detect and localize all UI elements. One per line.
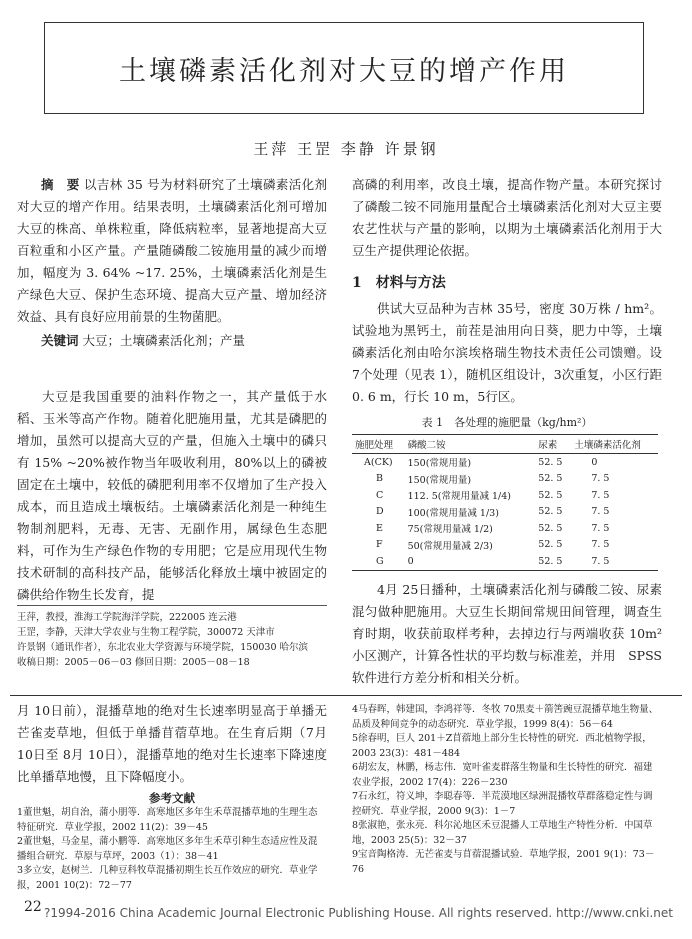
table-cell: 75(常规用量减 1/2) [407, 524, 493, 536]
table-cell: 52. 5 [535, 553, 571, 570]
keywords [17, 330, 327, 352]
lower-right-references [352, 703, 662, 877]
reference-item: 1董世魁，胡自治，蒲小朋等．高寒地区多年生禾草混播草地的生理生态特征研究．草业学报，2002 11(2)：39－45 [17, 807, 318, 833]
intro-left-text: 大豆是我国重要的油料作物之一，其产量低于水稻、玉米等高产作物。随着化肥施用量，尤其是磷肥的增加，虽然可以提高大豆的产量，但施入土壤中的磷只有 15% ~20%被作物当年吸收利用，80%以上的磷被固定在土壤中，较低的磷肥利用率不仅增加了生产投入成本，而且造成土壤板结。土壤磷素活化剂是一种纯生物制剂肥料，无毒、无害、无副作用，属绿色生态肥料，可作为生产绿色作物的专用肥；它是应用现代生物技术研制的高科技产品，能够活化释放土壤中被固定的磷供给作物生长发育，提 [17, 389, 327, 602]
table-row [352, 487, 658, 504]
table-cell: C [376, 489, 384, 501]
table-cell: 52. 5 [538, 522, 563, 534]
page-number: 22 [24, 899, 42, 915]
abstract-block [17, 174, 327, 352]
table-cell: E [376, 522, 383, 534]
table-cell: 7. 5 [571, 553, 658, 570]
intro-right-text: 高磷的利用率，改良土壤，提高作物产量。本研究探讨了磷酸二铵不同施用量配合土壤磷素活化剂对大豆主要农艺性状与产量的影响，以期为土壤磷素活化剂用于大豆生产提供理论依据。 [352, 177, 662, 258]
right-column [352, 174, 662, 689]
footnote-1: 王萍，教授，淮海工学院海洋学院，222005 连云港 [17, 612, 237, 623]
keywords-label: 关键词 [41, 333, 79, 348]
abstract-text: 以吉林 35 号为材料研究了土壤磷素活化剂对大豆的增产作用。结果表明，土壤磷素活化剂可增加大豆的株高、单株粒重，降低病粒率，显著地提高大豆百粒重和小区产量。产量随磷酸二铵施用量的减少而增加，幅度为 3. 64% ~17. 25%，土壤磷素活化剂是生产绿色大豆、保护生态环境、提高大豆产量、增加经济效益、具有良好应用前景的生物菌肥。 [17, 177, 327, 324]
table-cell: 0 [591, 456, 598, 468]
table-header: 磷酸二铵 [405, 435, 536, 454]
section-1-para-1: 供试大豆品种为吉林 35号，密度 30万株 / hm²。试验地为黑钙土，前茬是油用向日葵，肥力中等，土壤磷素活化剂由哈尔滨埃格瑞生物技术责任公司馈赠。设 7个处理（见表 1），随机区组设计，3次重复，小区行距 0. 6 m，行长 10 m，5行区。 [352, 301, 662, 404]
reference-item: 5徐春明，巨人 201＋Z苜蓿地上部分生长特性的研究．西北植物学报，2003 23(3)：481－484 [352, 733, 652, 759]
table-header: 土壤磷素活化剂 [571, 435, 658, 454]
copyright-footer: ?1994-2016 China Academic Journal Electronic Publishing House. All rights reserved. http://www.cnki.net [44, 906, 673, 920]
table-cell: 0 [405, 553, 536, 570]
table-cell: 100(常规用量减 1/3) [407, 507, 499, 519]
table-cell: 52. 5 [538, 489, 563, 501]
abstract [17, 174, 327, 328]
keywords-text: 大豆；土壤磷素活化剂；产量 [82, 333, 246, 348]
references-heading: 参考文献 [149, 791, 195, 805]
reference-item: 2董世魁，马金星，蒲小鹏等．高寒地区多年生禾草引种生态适应性及混播组合研究．草原与草坪，2003（1）：38－41 [17, 836, 318, 862]
table-cell: F [376, 539, 383, 551]
table-row [352, 520, 658, 537]
table-row [352, 454, 658, 471]
table-cell: 52. 5 [538, 506, 563, 518]
table-cell: 7. 5 [591, 522, 610, 534]
table-cell: 52. 5 [538, 539, 563, 551]
table-row [352, 537, 658, 554]
table-cell: 52. 5 [538, 456, 563, 468]
section-divider [10, 695, 682, 696]
paper-title: 土壤磷素活化剂对大豆的增产作用 [119, 55, 569, 87]
footnote-3: 许景钢（通讯作者），东北农业大学资源与环境学院，150030 哈尔滨 [17, 642, 309, 653]
reference-item: 4马春晖，韩建国，李鸿祥等．冬牧 70黑麦＋箭筈豌豆混播草地生物量、品质及种间竞争的动态研究．草业学报，1999 8(4)：56－64 [352, 704, 659, 730]
table-cell: G [352, 553, 405, 570]
table-header-row [352, 435, 658, 454]
footnotes [17, 610, 327, 670]
reference-item: 3多立安，赵树兰．几种豆科牧草混播初期生长互作效应的研究．草业学报，2001 10(2)：72－77 [17, 865, 318, 891]
table-row [352, 471, 658, 488]
section-1-heading: 1 材料与方法 [352, 275, 446, 291]
footnote-2: 王罡，李静，天津大学农业与生物工程学院，300072 天津市 [17, 627, 275, 638]
footnote-4: 收稿日期：2005－06－03 修回日期：2005－08－18 [17, 657, 250, 668]
lower-left [17, 700, 327, 893]
table-cell: A(CK) [364, 456, 393, 468]
table-cell: 7. 5 [591, 473, 610, 485]
section-1-para-2: 4月 25日播种，土壤磷素活化剂与磷酸二铵、尿素混匀做种肥施用。大豆生长期间常规田间管理，调查生育时期，收获前取样考种，去掉边行与两端收获 10m² 小区测产，计算各性状的平均数与标准差，并用 SPSS软件进行方差分析和相关分析。 [352, 581, 662, 685]
lower-left-text: 月 10日前），混播草地的绝对生长速率明显高于单播无芒雀麦草地，但低于单播苜蓿草地。在生育后期（7月 10日至 8月 10日），混播草地的绝对生长速率下降速度比单播草地慢，且下降幅度小。 [17, 703, 327, 784]
table-cell: 7. 5 [591, 489, 610, 501]
table-row [352, 553, 658, 570]
reference-item: 9宝音陶格涛．无芒雀麦与苜蓿混播试验．草地学报，2001 9(1)：73－76 [352, 849, 655, 875]
authors: 王萍 王罡 李静 许景钢 [253, 140, 439, 158]
table-1-title: 表 1 各处理的施肥量（kg/hm²） [421, 416, 593, 429]
table-1 [352, 434, 658, 571]
table-row [352, 504, 658, 521]
table-cell: D [376, 506, 384, 518]
table-cell: 50(常规用量减 2/3) [407, 540, 493, 552]
table-cell: 150(常规用量) [407, 458, 472, 470]
table-header: 尿素 [535, 435, 571, 454]
footnote-rule [17, 605, 327, 606]
table-cell: 7. 5 [591, 506, 610, 518]
reference-item: 6胡宏友，林鹏，杨志伟．宽叶雀麦群落生物量和生长特性的研究．福建农业学报，2002 17(4)：226－230 [352, 762, 653, 788]
table-cell: 52. 5 [538, 473, 563, 485]
table-header: 施肥处理 [352, 435, 405, 454]
intro-left [17, 386, 327, 606]
title-box [44, 22, 644, 114]
table-cell: B [376, 473, 383, 485]
table-cell: 150(常规用量) [407, 474, 472, 486]
table-cell: 112. 5(常规用量减 1/4) [407, 491, 512, 503]
reference-item: 7石永红，符义坤，李聪春等．半荒漠地区绿洲混播牧草群落稳定性与调控研究．草业学报，2000 9(3)：1－7 [352, 791, 653, 817]
table-cell: 7. 5 [591, 539, 610, 551]
reference-item: 8张淑艳，张永亮．科尔沁地区禾豆混播人工草地生产特性分析．中国草地，2003 25(5)：32－37 [352, 820, 653, 846]
abstract-label: 摘 要 [41, 177, 80, 192]
